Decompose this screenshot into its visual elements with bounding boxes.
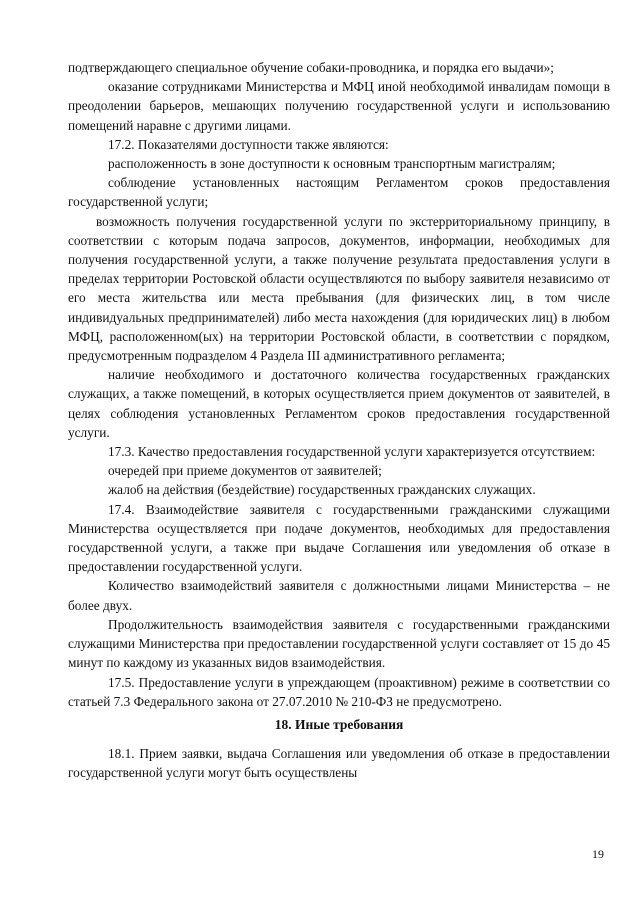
paragraph: Продолжительность взаимодействия заявителя с государственными гражданскими служащими Министерства при предоставлении государственной услуги составляет от 15 до 45 минут по каждому из указанных видов взаимодействия. <box>68 616 610 671</box>
paragraph: расположенность в зоне доступности к основным транспортным магистралям; <box>108 156 556 172</box>
paragraph-18-1: 18.1. Прием заявки, выдача Соглашения или уведомления об отказе в предоставлении государственной услуги могут быть осуществлены <box>68 746 610 781</box>
document-body <box>68 58 610 783</box>
paragraph: оказание сотрудниками Министерства и МФЦ иной необходимой инвалидам помощи в преодолении барьеров, мешающих получению государственной услуги и использованию помещений наравне с другими лицами. <box>68 79 610 133</box>
paragraph-17-2: 17.2. Показателями доступности также являются: <box>108 136 389 152</box>
paragraph-continuation: подтверждающего специальное обучение собаки-проводника, и порядка его выдачи»; <box>68 60 554 75</box>
paragraph: жалоб на действия (бездействие) государственных гражданских служащих. <box>108 482 536 498</box>
paragraph-17-5: 17.5. Предоставление услуги в упреждающем (проактивном) режиме в соответствии со статьей 7.3 Федерального закона от 27.07.2010 № 210-ФЗ не предусмотрено. <box>68 674 610 709</box>
paragraph: Количество взаимодействий заявителя с должностными лицами Министерства – не более двух. <box>68 578 610 613</box>
section-heading: 18. Иные требования <box>274 716 404 732</box>
paragraph: соблюдение установленных настоящим Регламентом сроков предоставления государственной услуги; <box>68 175 610 210</box>
page-number: 19 <box>592 847 604 861</box>
paragraph-17-3: 17.3. Качество предоставления государственной услуги характеризуется отсутствием: <box>108 444 596 460</box>
paragraph: наличие необходимого и достаточного количества государственных гражданских служащих, а также помещений, в которых осуществляется прием документов от заявителей, в целях соблюдения установленных Регламентом сроков предоставления государственной услуги. <box>68 367 610 440</box>
paragraph: возможность получения государственной услуги по экстерриториальному принципу, в соответствии с которым подача запросов, документов, информации, необходимых для получения государственной услуги, а также получение результата предоставления услуги в пределах территории Ростовской области осуществляются по выбору заявителя независимо от его места жительства или места пребывания (для физических лиц, в том числе индивидуальных предпринимателей) либо места нахождения (для юридических лиц) в любом МФЦ, расположенном(ых) на территории Ростовской области, в соответствии с порядком, предусмотренным подразделом 4 Раздела III административного регламента; <box>68 213 610 364</box>
paragraph: очередей при приеме документов от заявителей; <box>108 463 382 479</box>
paragraph-17-4: 17.4. Взаимодействие заявителя с государственными гражданскими служащими Министерства осуществляется при подаче документов, необходимых для предоставления государственной услуги, а также при выдаче Соглашения или уведомления об отказе в предоставлении государственной услуги. <box>68 501 610 575</box>
